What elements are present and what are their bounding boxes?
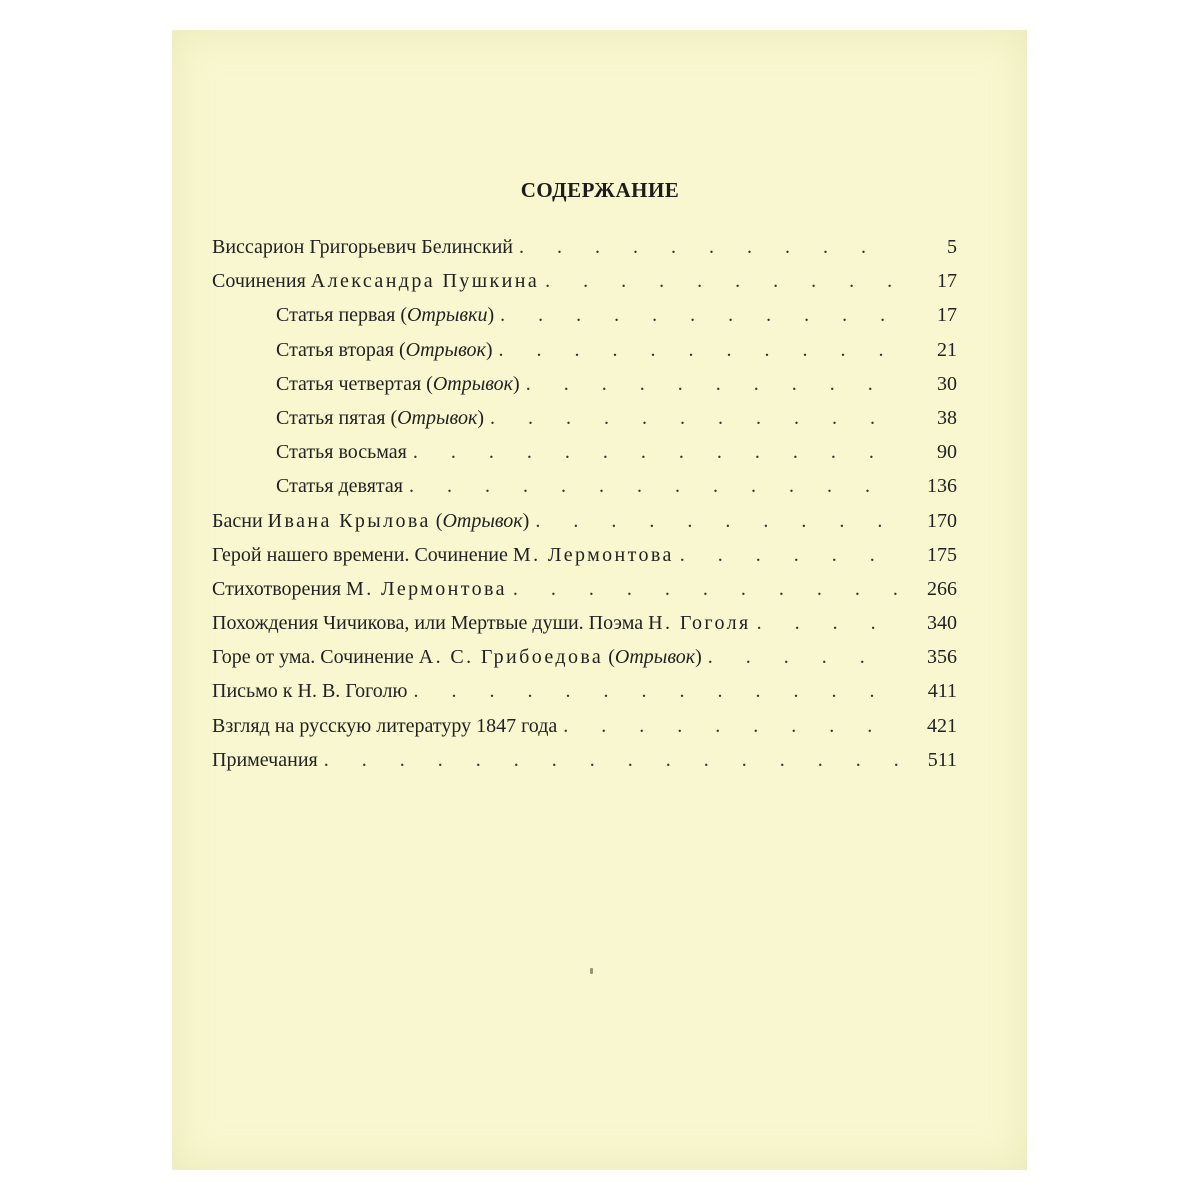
toc-leader-dots <box>490 401 899 435</box>
toc-entry-title-part: Взгляд на русскую литературу 1847 года <box>212 714 558 737</box>
toc-entry-title-part: ( <box>430 509 443 532</box>
toc-entry <box>212 401 957 435</box>
toc-leader-dots <box>519 230 899 264</box>
toc-entry-title <box>212 709 557 743</box>
toc-leader-dots <box>535 504 899 538</box>
toc-entry-title-part: Отрывки <box>406 304 488 327</box>
toc-entry-title-part: Статья вторая ( <box>276 338 406 361</box>
toc-entry-title-part: ) <box>695 646 702 669</box>
toc-entry-title-part: Отрывок <box>442 509 523 532</box>
toc-entry-title <box>212 606 751 640</box>
toc-entry-title-part: Отрывок <box>397 406 478 429</box>
toc-leader-dots <box>409 469 899 503</box>
toc-leader-dots <box>545 264 899 298</box>
table-of-contents <box>212 230 957 777</box>
toc-entry-title-part: Виссарион Григорьевич Белинский <box>212 236 513 258</box>
toc-entry-title-part: Отрывок <box>432 372 514 395</box>
toc-entry-title <box>212 435 407 469</box>
toc-entry-title-part: ) <box>522 509 530 532</box>
toc-entry <box>212 709 957 743</box>
toc-entry-title <box>212 367 520 401</box>
toc-entry-title-part: Статья пятая ( <box>276 406 398 429</box>
toc-page-number: 356 <box>927 646 957 669</box>
toc-entry-title-part: ) <box>513 372 520 395</box>
toc-leader-dots <box>413 435 899 469</box>
toc-entry-title <box>212 504 529 538</box>
toc-entry-title-part: Отрывок <box>405 338 486 361</box>
toc-entry <box>212 743 957 777</box>
toc-leader-dots <box>500 298 899 332</box>
toc-entry <box>212 298 957 332</box>
toc-entry-title <box>212 538 674 572</box>
toc-entry-title-part: Н. Гоголя <box>648 612 751 635</box>
toc-entry-title <box>212 640 702 674</box>
toc-page-number: 5 <box>947 236 957 258</box>
toc-entry-title-part: Статья девятая <box>276 475 403 498</box>
toc-page-number: 136 <box>927 475 957 498</box>
toc-entry-title <box>212 264 539 298</box>
toc-page-number: 421 <box>927 714 957 737</box>
toc-entry <box>212 469 957 503</box>
toc-page-number: 90 <box>937 441 957 464</box>
toc-page-number: 170 <box>927 509 957 532</box>
toc-entry-title-part: М. Лермонтова <box>346 577 507 600</box>
toc-entry <box>212 674 957 708</box>
toc-leader-dots <box>563 709 899 743</box>
toc-leader-dots <box>499 333 899 367</box>
toc-entry-title-part: Горе от ума. Сочинение <box>212 646 419 669</box>
toc-page-number: 38 <box>937 406 957 429</box>
toc-leader-dots <box>526 367 899 401</box>
toc-heading: СОДЕРЖАНИЕ <box>520 178 680 202</box>
toc-entry-title-part: Отрывок <box>614 646 696 669</box>
toc-leader-dots <box>757 606 899 640</box>
toc-entry-title <box>212 230 513 264</box>
toc-entry-title <box>212 401 484 435</box>
toc-entry-title-part: ) <box>477 406 484 429</box>
toc-entry-title-part: Ивана Крылова <box>267 509 431 532</box>
toc-entry-title <box>212 572 507 606</box>
toc-entry-title-part: Александра Пушкина <box>310 270 540 293</box>
toc-entry-title <box>212 469 403 503</box>
toc-page-number: 17 <box>937 270 957 293</box>
toc-page-number: 21 <box>937 338 957 361</box>
toc-entry <box>212 606 957 640</box>
toc-entry <box>212 640 957 674</box>
toc-entry-title-part: ( <box>603 646 615 669</box>
toc-entry-title-part: Похождения Чичикова, или Мертвые души. Поэма <box>212 612 649 635</box>
toc-entry-title-part: Сочинения <box>212 270 311 293</box>
toc-entry-title-part: Герой нашего времени. Сочинение <box>212 543 513 566</box>
toc-page-number: 340 <box>927 612 957 635</box>
toc-leader-dots <box>324 743 899 777</box>
toc-page-number: 411 <box>927 680 957 703</box>
toc-entry-title <box>212 674 407 708</box>
print-speck <box>590 968 593 974</box>
toc-page-number: 175 <box>927 543 957 566</box>
toc-entry-title-part: Басни <box>212 509 268 532</box>
toc-entry-title-part: ) <box>487 304 495 327</box>
toc-entry <box>212 333 957 367</box>
toc-entry-title-part: Статья четвертая ( <box>276 372 433 395</box>
toc-entry <box>212 504 957 538</box>
toc-entry <box>212 572 957 606</box>
toc-entry-title <box>212 743 318 777</box>
toc-entry <box>212 435 957 469</box>
toc-entry-title-part: Статья первая ( <box>276 304 407 327</box>
toc-entry-title-part: Стихотворения <box>212 577 347 600</box>
toc-leader-dots <box>413 674 899 708</box>
toc-entry <box>212 230 957 264</box>
toc-entry-title <box>212 333 493 367</box>
toc-leader-dots <box>680 538 899 572</box>
toc-page-number: 30 <box>937 372 957 395</box>
toc-entry <box>212 367 957 401</box>
toc-entry-title-part: А. С. Грибоедова <box>418 646 604 669</box>
toc-page-number: 266 <box>927 577 957 600</box>
toc-entry <box>212 538 957 572</box>
toc-entry-title-part: Примечания <box>212 748 318 771</box>
toc-leader-dots <box>708 640 899 674</box>
toc-entry-title-part: ) <box>485 338 493 361</box>
toc-entry-title <box>212 298 494 332</box>
toc-page-number: 17 <box>937 304 957 327</box>
toc-entry-title-part: М. Лермонтова <box>512 543 674 566</box>
toc-entry-title-part: Письмо к Н. В. Гоголю <box>212 680 408 703</box>
toc-leader-dots <box>513 572 899 606</box>
toc-page-number: 511 <box>927 748 957 771</box>
toc-entry <box>212 264 957 298</box>
toc-entry-title-part: Статья восьмая <box>276 441 407 464</box>
